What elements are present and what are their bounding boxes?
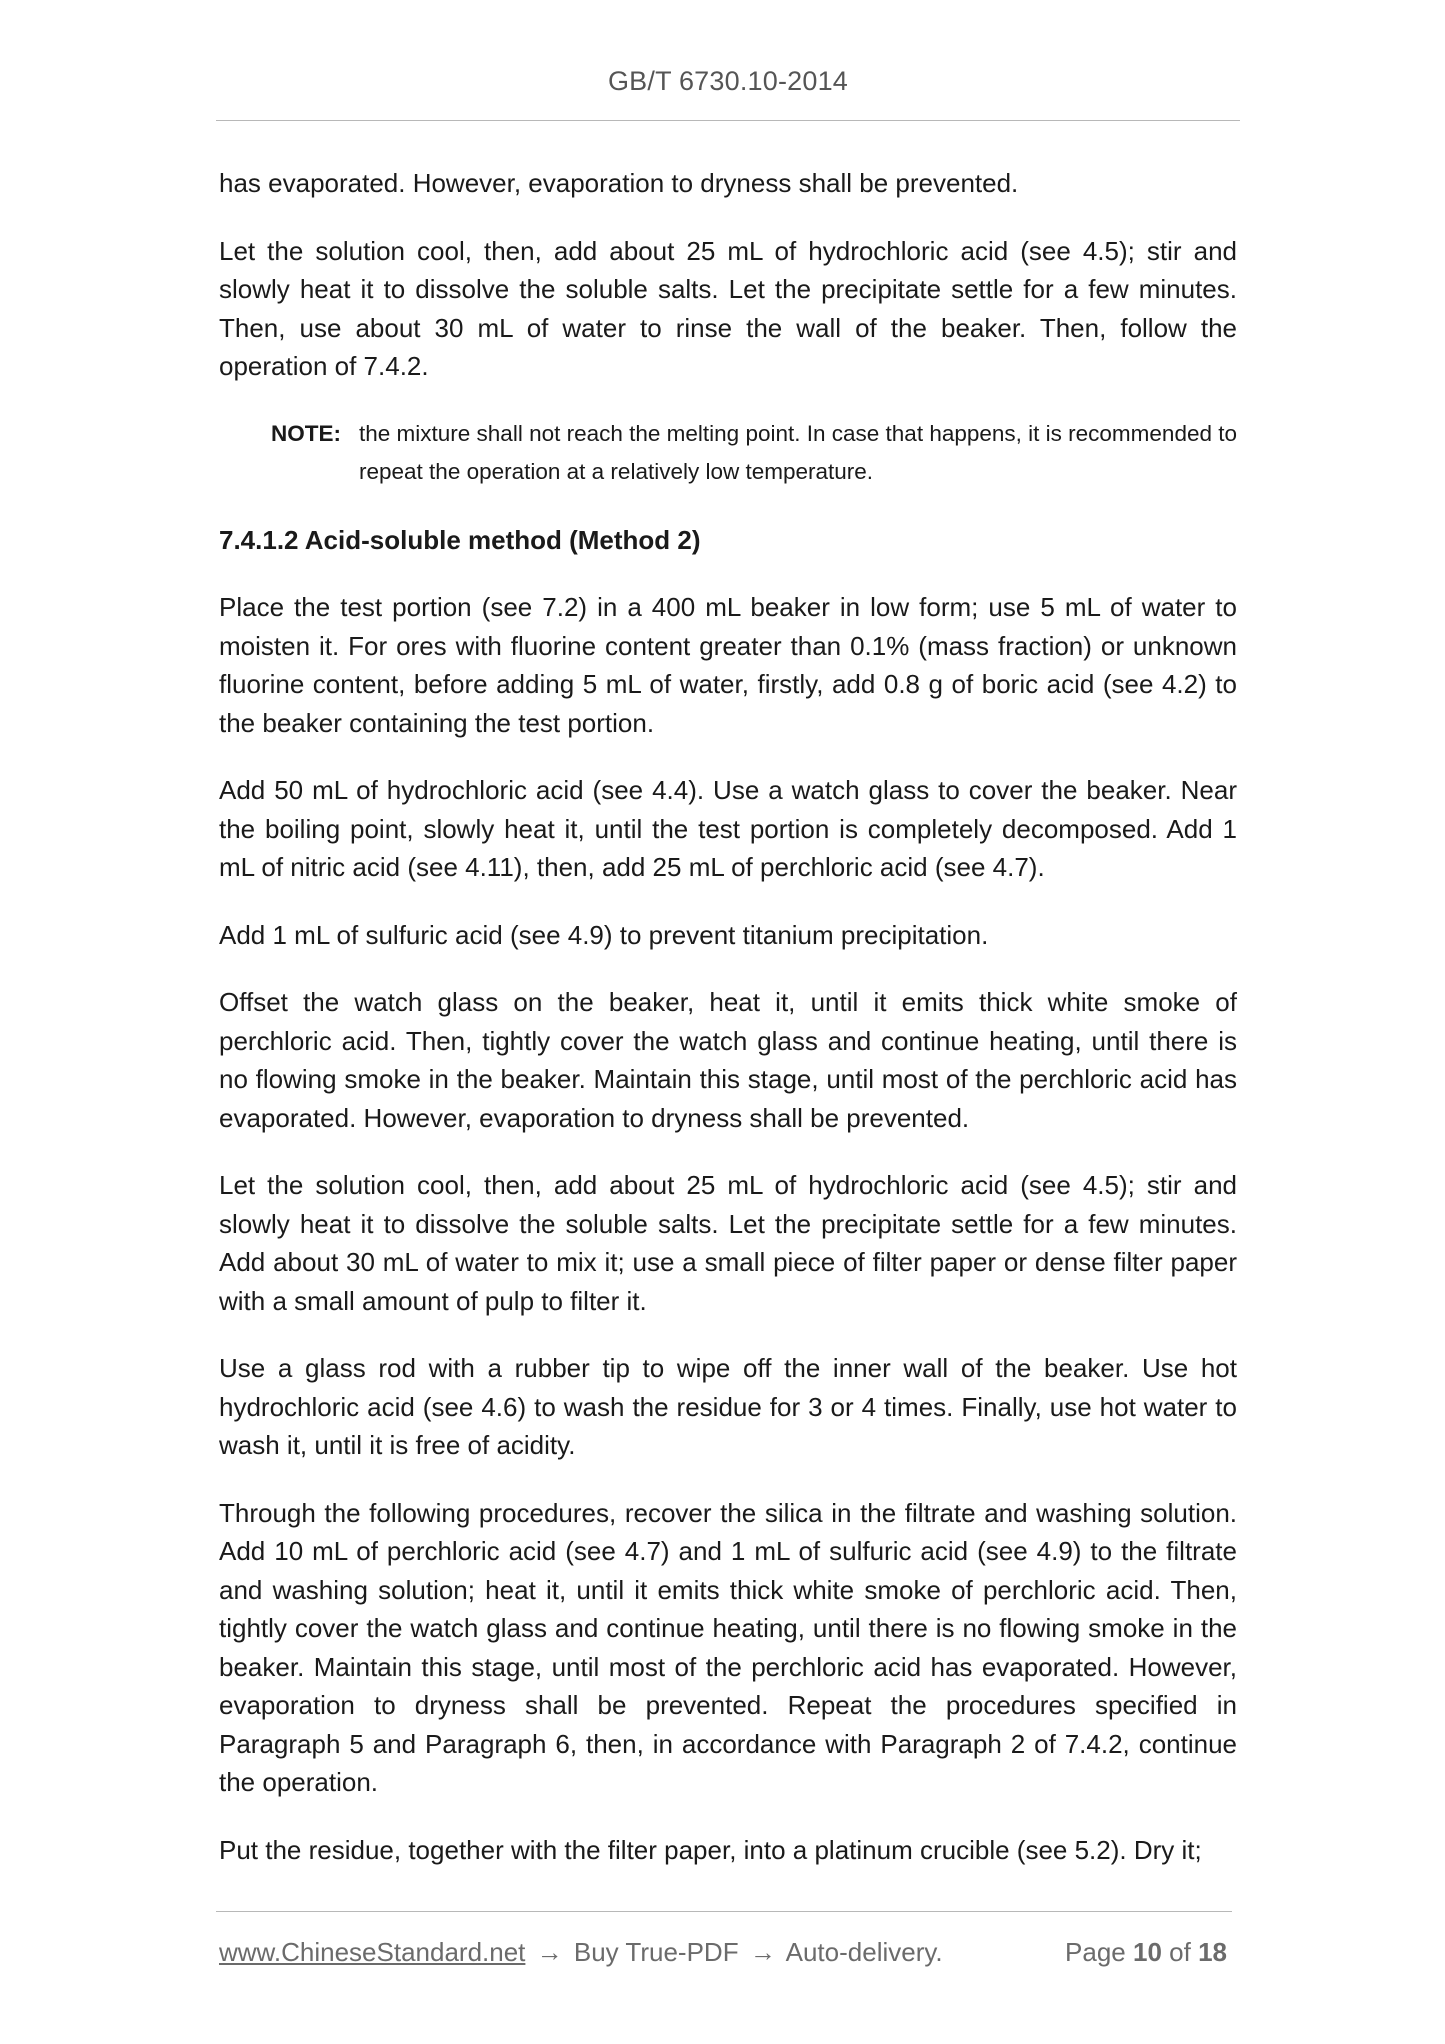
footer-divider [216,1911,1232,1912]
paragraph-add-hydrochloric-acid: Add 50 mL of hydrochloric acid (see 4.4). Use a watch glass to cover the beaker. Near the boiling point, slowly heat it, until the test portion is completely decomposed. Add 1 mL of nitric acid (see 4.11), then, add 25 mL of perchloric acid (see 4.7). [219,775,1237,882]
auto-delivery-text: Auto-delivery. [785,1937,943,1967]
arrow-right-icon: → [749,1937,776,1967]
current-page-number: 10 [1133,1937,1162,1967]
paragraph-cool-solution: Let the solution cool, then, add about 25 mL of hydrochloric acid (see 4.5); stir and slowly heat it to dissolve the soluble salts. Let the precipitate settle for a few minutes. Then, use about 30 mL of water to rinse the wall of the beaker. Then, follow the operation of 7.4.2. [219,235,1237,381]
page-word: Page [1065,1937,1126,1967]
section-heading-method-2: 7.4.1.2 Acid-soluble method (Method 2) [219,524,701,555]
note-text: the mixture shall not reach the melting point. In case that happens, it is recommended to repeat the operation at a relatively low temperature. [359,420,1237,484]
chinesestandard-link[interactable]: www.ChineseStandard.net [219,1937,526,1967]
paragraph-continuation: has evaporated. However, evaporation to dryness shall be prevented. [219,168,1019,198]
paragraph-cool-and-filter: Let the solution cool, then, add about 25 mL of hydrochloric acid (see 4.5); stir and slowly heat it to dissolve the soluble salts. Let the precipitate settle for a few minutes. Add about 30 mL of water to mix it; use a small piece of filter paper or dense filter paper with a small amount of pulp to filter it. [219,1170,1237,1316]
paragraph-add-sulfuric-acid: Add 1 mL of sulfuric acid (see 4.9) to prevent titanium precipitation. [219,919,989,950]
buy-true-pdf-text: Buy True-PDF [573,1937,739,1967]
of-word: of [1169,1937,1191,1967]
note-label: NOTE: [271,420,341,446]
paragraph-recover-silica: Through the following procedures, recover the silica in the filtrate and washing solution. Add 10 mL of perchloric acid (see 4.7) and 1 mL of sulfuric acid (see 4.9) to the filtrate and washing solution; heat it, until it emits thick white smoke of perchloric acid. Then, tightly cover the watch glass and continue heating, until there is no flowing smoke in the beaker. Maintain this stage, until most of the perchloric acid has evaporated. However, evaporation to dryness shall be prevented. Repeat the procedures specified in Paragraph 5 and Paragraph 6, then, in accordance with Paragraph 2 of 7.4.2, continue the operation. [219,1497,1237,1797]
header-divider [216,120,1240,121]
note-block [271,415,1237,491]
document-header-title: GB/T 6730.10-2014 [607,66,849,96]
total-page-number: 18 [1198,1937,1227,1967]
document-body [219,164,1237,1898]
paragraph-put-residue: Put the residue, together with the filter paper, into a platinum crucible (see 5.2). Dry it; [219,1834,1202,1865]
footer-promo [219,1934,943,1970]
arrow-right-icon: → [536,1937,563,1967]
page-number-indicator [1065,1934,1227,1970]
paragraph-offset-watch-glass: Offset the watch glass on the beaker, heat it, until it emits thick white smoke of perchloric acid. Then, tightly cover the watch glass and continue heating, until there is no flowing smoke in the beaker. Maintain this stage, until most of the perchloric acid has evaporated. However, evaporation to dryness shall be prevented. [219,987,1237,1133]
paragraph-glass-rod-wash: Use a glass rod with a rubber tip to wipe off the inner wall of the beaker. Use hot hydrochloric acid (see 4.6) to wash the residue for 3 or 4 times. Finally, use hot water to wash it, until it is free of acidity. [219,1353,1237,1460]
paragraph-place-test-portion: Place the test portion (see 7.2) in a 400 mL beaker in low form; use 5 mL of water to moisten it. For ores with fluorine content greater than 0.1% (mass fraction) or unknown fluorine content, before adding 5 mL of water, firstly, add 0.8 g of boric acid (see 4.2) to the beaker containing the test portion. [219,592,1237,738]
